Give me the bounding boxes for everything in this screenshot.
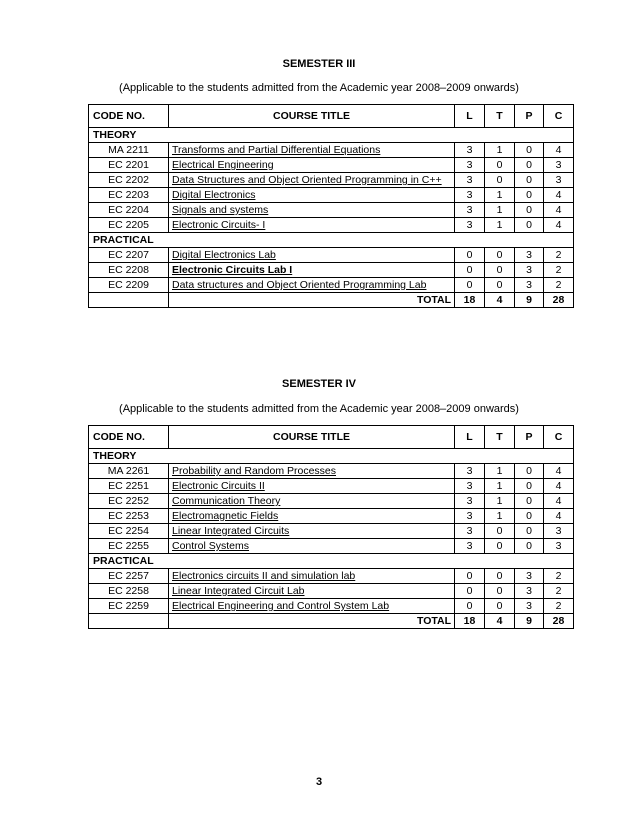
course-code: EC 2204 xyxy=(89,203,169,218)
table-row xyxy=(89,539,574,554)
semester-3-table xyxy=(88,104,574,308)
header-t: T xyxy=(485,105,515,128)
section-row-theory xyxy=(89,128,574,143)
tutorial-hours: 0 xyxy=(485,524,515,539)
tutorial-hours: 1 xyxy=(485,494,515,509)
course-title: Linear Integrated Circuit Lab xyxy=(169,584,455,599)
table-row xyxy=(89,218,574,233)
section-row-theory xyxy=(89,449,574,464)
credits: 4 xyxy=(544,143,574,158)
course-code: EC 2252 xyxy=(89,494,169,509)
table-row xyxy=(89,524,574,539)
practical-hours: 0 xyxy=(515,203,544,218)
credits: 4 xyxy=(544,494,574,509)
lecture-hours: 3 xyxy=(455,524,485,539)
practical-hours: 3 xyxy=(515,278,544,293)
table-row xyxy=(89,569,574,584)
lecture-hours: 3 xyxy=(455,143,485,158)
credits: 2 xyxy=(544,584,574,599)
course-title: Electrical Engineering xyxy=(169,158,455,173)
lecture-hours: 0 xyxy=(455,584,485,599)
lecture-hours: 0 xyxy=(455,599,485,614)
total-label: TOTAL xyxy=(169,614,455,629)
lecture-hours: 0 xyxy=(455,569,485,584)
course-code: EC 2205 xyxy=(89,218,169,233)
total-label: TOTAL xyxy=(169,293,455,308)
total-t: 4 xyxy=(485,293,515,308)
lecture-hours: 0 xyxy=(455,248,485,263)
practical-hours: 0 xyxy=(515,218,544,233)
course-code: EC 2209 xyxy=(89,278,169,293)
tutorial-hours: 1 xyxy=(485,203,515,218)
lecture-hours: 3 xyxy=(455,539,485,554)
course-code: EC 2255 xyxy=(89,539,169,554)
section-label: PRACTICAL xyxy=(89,233,574,248)
tutorial-hours: 1 xyxy=(485,143,515,158)
total-row xyxy=(89,614,574,629)
tutorial-hours: 0 xyxy=(485,539,515,554)
table-row xyxy=(89,278,574,293)
practical-hours: 0 xyxy=(515,464,544,479)
course-code: EC 2201 xyxy=(89,158,169,173)
course-title: Communication Theory xyxy=(169,494,455,509)
tutorial-hours: 1 xyxy=(485,479,515,494)
header-code: CODE NO. xyxy=(89,105,169,128)
semester-4-subtitle: (Applicable to the students admitted from the Academic year 2008–2009 onwards) xyxy=(119,403,519,415)
practical-hours: 3 xyxy=(515,248,544,263)
credits: 2 xyxy=(544,263,574,278)
total-p: 9 xyxy=(515,614,544,629)
course-code: MA 2211 xyxy=(89,143,169,158)
course-title: Linear Integrated Circuits xyxy=(169,524,455,539)
total-l: 18 xyxy=(455,614,485,629)
lecture-hours: 3 xyxy=(455,173,485,188)
course-title: Data structures and Object Oriented Programming Lab xyxy=(169,278,455,293)
table-row xyxy=(89,464,574,479)
practical-hours: 3 xyxy=(515,584,544,599)
header-p: P xyxy=(515,426,544,449)
course-code: EC 2203 xyxy=(89,188,169,203)
section-row-practical xyxy=(89,233,574,248)
credits: 4 xyxy=(544,509,574,524)
practical-hours: 0 xyxy=(515,173,544,188)
practical-hours: 0 xyxy=(515,143,544,158)
table-row xyxy=(89,248,574,263)
practical-hours: 0 xyxy=(515,158,544,173)
course-title: Electronic Circuits Lab I xyxy=(169,263,455,278)
lecture-hours: 0 xyxy=(455,278,485,293)
header-course-title: COURSE TITLE xyxy=(169,105,455,128)
table-row xyxy=(89,599,574,614)
course-code: EC 2257 xyxy=(89,569,169,584)
total-c: 28 xyxy=(544,614,574,629)
tutorial-hours: 0 xyxy=(485,584,515,599)
credits: 3 xyxy=(544,539,574,554)
table-row xyxy=(89,494,574,509)
header-c: C xyxy=(544,105,574,128)
section-label: THEORY xyxy=(89,128,574,143)
practical-hours: 3 xyxy=(515,263,544,278)
credits: 3 xyxy=(544,173,574,188)
lecture-hours: 3 xyxy=(455,509,485,524)
practical-hours: 3 xyxy=(515,569,544,584)
tutorial-hours: 0 xyxy=(485,248,515,263)
semester-3-subtitle: (Applicable to the students admitted from the Academic year 2008–2009 onwards) xyxy=(119,82,519,94)
course-title: Electronic Circuits II xyxy=(169,479,455,494)
total-t: 4 xyxy=(485,614,515,629)
header-course-title: COURSE TITLE xyxy=(169,426,455,449)
practical-hours: 0 xyxy=(515,509,544,524)
practical-hours: 3 xyxy=(515,599,544,614)
practical-hours: 0 xyxy=(515,524,544,539)
credits: 4 xyxy=(544,218,574,233)
lecture-hours: 3 xyxy=(455,188,485,203)
practical-hours: 0 xyxy=(515,539,544,554)
table-row xyxy=(89,143,574,158)
credits: 2 xyxy=(544,278,574,293)
lecture-hours: 3 xyxy=(455,479,485,494)
table-row xyxy=(89,479,574,494)
lecture-hours: 3 xyxy=(455,203,485,218)
course-code: EC 2253 xyxy=(89,509,169,524)
credits: 2 xyxy=(544,569,574,584)
section-label: PRACTICAL xyxy=(89,554,574,569)
course-code: EC 2251 xyxy=(89,479,169,494)
header-l: L xyxy=(455,105,485,128)
table-header-row xyxy=(89,426,574,449)
section-label: THEORY xyxy=(89,449,574,464)
practical-hours: 0 xyxy=(515,188,544,203)
tutorial-hours: 1 xyxy=(485,464,515,479)
table-row xyxy=(89,584,574,599)
total-spacer xyxy=(89,614,169,629)
header-l: L xyxy=(455,426,485,449)
lecture-hours: 3 xyxy=(455,464,485,479)
tutorial-hours: 1 xyxy=(485,509,515,524)
table-row xyxy=(89,263,574,278)
total-spacer xyxy=(89,293,169,308)
total-p: 9 xyxy=(515,293,544,308)
table-row xyxy=(89,203,574,218)
header-c: C xyxy=(544,426,574,449)
credits: 2 xyxy=(544,599,574,614)
tutorial-hours: 0 xyxy=(485,569,515,584)
course-code: EC 2202 xyxy=(89,173,169,188)
course-title: Signals and systems xyxy=(169,203,455,218)
tutorial-hours: 0 xyxy=(485,173,515,188)
course-code: EC 2259 xyxy=(89,599,169,614)
course-code: EC 2207 xyxy=(89,248,169,263)
semester-3-title: SEMESTER III xyxy=(282,58,356,70)
course-title: Digital Electronics Lab xyxy=(169,248,455,263)
tutorial-hours: 1 xyxy=(485,218,515,233)
total-c: 28 xyxy=(544,293,574,308)
course-title: Data Structures and Object Oriented Programming in C++ xyxy=(169,173,455,188)
table-header-row xyxy=(89,105,574,128)
header-code: CODE NO. xyxy=(89,426,169,449)
table-row xyxy=(89,188,574,203)
lecture-hours: 3 xyxy=(455,218,485,233)
course-code: EC 2208 xyxy=(89,263,169,278)
course-code: MA 2261 xyxy=(89,464,169,479)
course-title: Electromagnetic Fields xyxy=(169,509,455,524)
course-title: Electronics circuits II and simulation lab xyxy=(169,569,455,584)
credits: 4 xyxy=(544,464,574,479)
tutorial-hours: 0 xyxy=(485,263,515,278)
credits: 4 xyxy=(544,479,574,494)
tutorial-hours: 0 xyxy=(485,158,515,173)
section-row-practical xyxy=(89,554,574,569)
credits: 4 xyxy=(544,203,574,218)
course-title: Electrical Engineering and Control System Lab xyxy=(169,599,455,614)
course-title: Electronic Circuits- I xyxy=(169,218,455,233)
semester-4-table xyxy=(88,425,574,629)
course-title: Transforms and Partial Differential Equations xyxy=(169,143,455,158)
course-title: Digital Electronics xyxy=(169,188,455,203)
header-p: P xyxy=(515,105,544,128)
practical-hours: 0 xyxy=(515,494,544,509)
table-row xyxy=(89,158,574,173)
credits: 3 xyxy=(544,524,574,539)
course-title: Probability and Random Processes xyxy=(169,464,455,479)
table-row xyxy=(89,173,574,188)
practical-hours: 0 xyxy=(515,479,544,494)
total-row xyxy=(89,293,574,308)
course-code: EC 2258 xyxy=(89,584,169,599)
credits: 4 xyxy=(544,188,574,203)
semester-4-title: SEMESTER IV xyxy=(282,378,356,390)
lecture-hours: 3 xyxy=(455,494,485,509)
tutorial-hours: 0 xyxy=(485,278,515,293)
page-number: 3 xyxy=(315,776,323,788)
course-code: EC 2254 xyxy=(89,524,169,539)
header-t: T xyxy=(485,426,515,449)
table-row xyxy=(89,509,574,524)
lecture-hours: 3 xyxy=(455,158,485,173)
tutorial-hours: 1 xyxy=(485,188,515,203)
total-l: 18 xyxy=(455,293,485,308)
credits: 2 xyxy=(544,248,574,263)
credits: 3 xyxy=(544,158,574,173)
lecture-hours: 0 xyxy=(455,263,485,278)
tutorial-hours: 0 xyxy=(485,599,515,614)
course-title: Control Systems xyxy=(169,539,455,554)
